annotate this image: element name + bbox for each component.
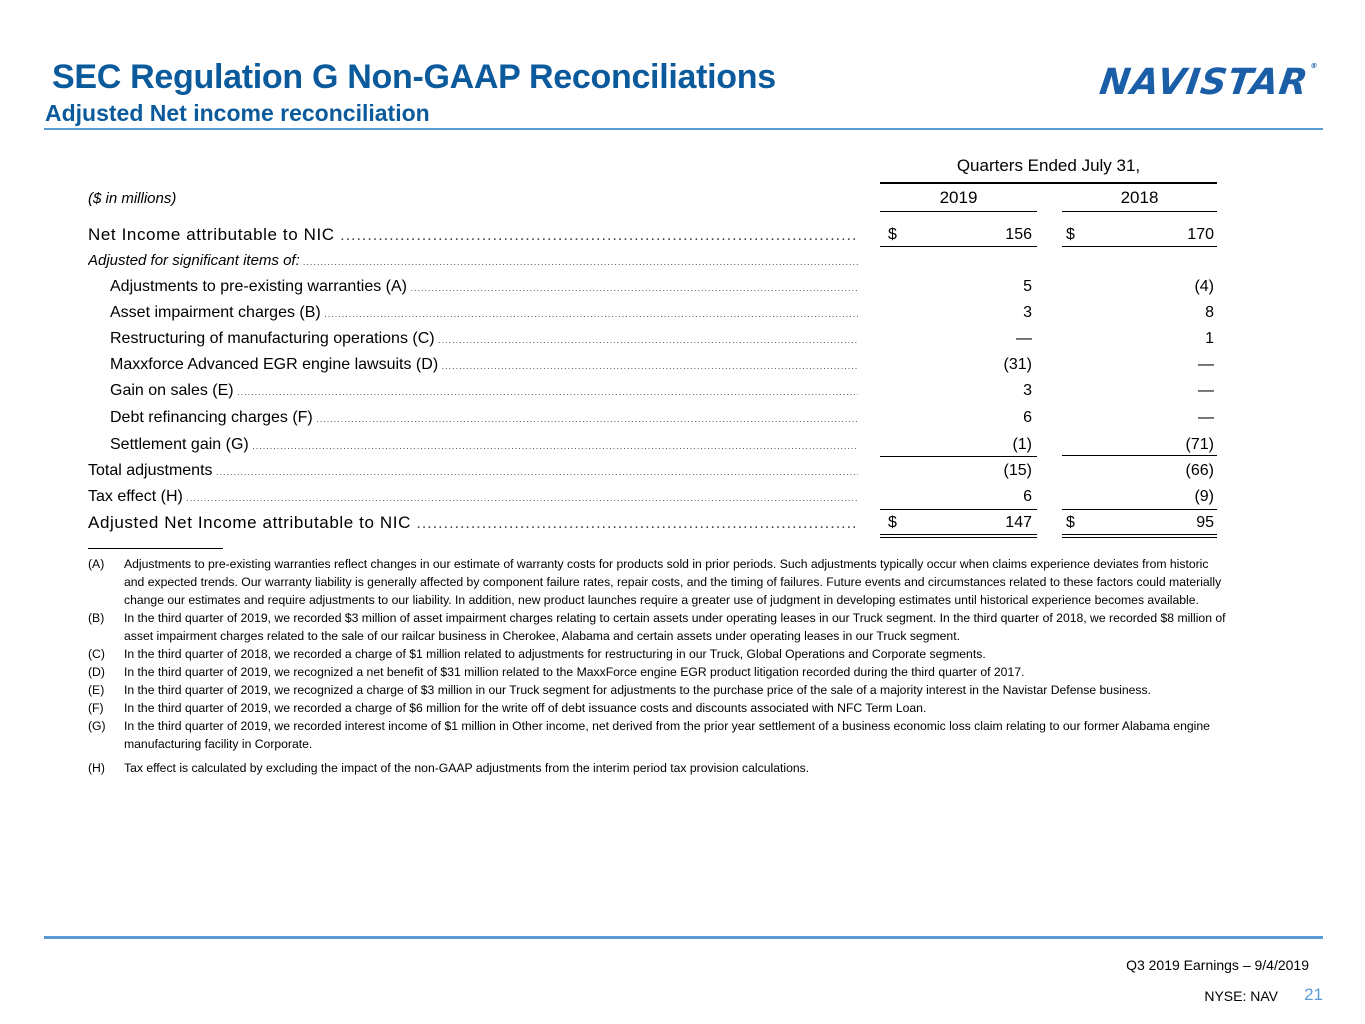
value-2019: — [1016,330,1032,347]
row-label: Restructuring of manufacturing operations (C) ..... [110,326,858,353]
footnote-text: In the third quarter of 2019, we recognized a net benefit of $31 million related to the MaxxForce engine EGR product litigation recorded during the third quarter of 2017. [124,665,1025,679]
page-subtitle: Adjusted Net income reconciliation [45,100,430,126]
value-2018: 95 [1196,514,1214,531]
page-title: SEC Regulation G Non-GAAP Reconciliations [52,58,776,96]
table-row [0,352,1365,378]
footer-event: Q3 2019 Earnings – 9/4/2019 [1126,957,1309,973]
table-row-tax-effect [0,484,1365,510]
value-2018: (4) [1194,278,1214,295]
table-row [0,326,1365,352]
table-row-net-income [0,222,1365,248]
row-label: Total adjustments ..... [88,458,858,485]
footnote [88,699,1228,717]
underline-2019 [880,456,1037,457]
row-label: Settlement gain (G) ..... [110,432,858,459]
footnote-text: In the third quarter of 2019, we recorded $3 million of asset impairment charges relating to certain assets under operating leases in our Truck segment. In the third quarter of 2018, we recorded $8 million of asset impairment charges related to the sale of our railcar business in Cherokee, Alabama and certain assets under operating leases in our Truck segment. [124,611,1226,643]
table-row [0,274,1365,300]
value-2018: — [1198,356,1214,373]
currency-symbol: $ [1066,226,1075,243]
double-underline-2018 [1062,534,1217,538]
footnote-key: (D) [88,665,105,679]
row-label: Tax effect (H) ..... [88,484,858,511]
row-label: Net Income attributable to NIC ..... [88,222,858,249]
currency-symbol: $ [1066,514,1075,531]
footnote [88,609,1228,645]
navistar-logo [1097,62,1319,103]
registered-mark: ® [1309,62,1319,70]
logo-text: NAVISTAR [1097,62,1311,103]
value-2018: — [1198,409,1214,426]
table-row [0,405,1365,431]
footnote [88,555,1228,609]
row-label: Adjusted for significant items of: ..... [88,248,858,275]
footnote-text: Tax effect is calculated by excluding the impact of the non-GAAP adjustments from the interim period tax provision calculations. [124,761,810,775]
row-label: Asset impairment charges (B) ..... [110,300,858,327]
value-2019: (15) [1003,462,1032,479]
footer-ticker: NYSE: NAV [1204,988,1278,1004]
value-2019: 5 [1023,278,1032,295]
footnote-text: Adjustments to pre-existing warranties reflect changes in our estimate of warranty costs for products sold in prior periods. Such adjustments typically occur when claims experience deviates from historic and expected trends. Our warranty liability is generally affected by component failure rates, repair costs, and the timing of failures. Future events and circumstances related to these factors could materially change our estimates and require adjustments to our liability. In addition, new product launches require a greater use of judgment in developing estimates until historical experience becomes available. [124,557,1222,607]
footnote-text: In the third quarter of 2019, we recorded interest income of $1 million in Other income, net derived from the prior year settlement of a business economic loss claim relating to our former Alabama engine manufacturing facility in Corporate. [124,719,1210,751]
year-2019-header: 2019 [880,188,1037,212]
footnote-text: In the third quarter of 2019, we recognized a charge of $3 million in our Truck segment for adjustments to the purchase price of the sale of a majority interest in the Navistar Defense business. [124,683,1151,697]
value-2019: 3 [1023,304,1032,321]
footnote [88,717,1228,753]
underline-2019 [880,246,1037,247]
value-2019: (31) [1003,356,1032,373]
value-2018: 8 [1205,304,1214,321]
footnote [88,663,1228,681]
table-row-total-adjustments [0,458,1365,484]
footnote-key: (A) [88,557,105,571]
footnote [88,759,1228,777]
table-row [0,300,1365,326]
footnotes [88,555,1228,777]
footnote-key: (C) [88,647,105,661]
row-label: Maxxforce Advanced EGR engine lawsuits (D) ..... [110,352,858,379]
footnote-key: (B) [88,611,105,625]
value-2019: 6 [1023,409,1032,426]
value-2018: — [1198,382,1214,399]
value-2019: 3 [1023,382,1032,399]
value-2018: 1 [1205,330,1214,347]
value-2018: (66) [1185,462,1214,479]
period-header: Quarters Ended July 31, [880,156,1217,184]
value-2019: (1) [1012,436,1032,453]
value-2019: 156 [1005,226,1032,243]
table-row [0,378,1365,404]
footnote-key: (F) [88,701,104,715]
units-label: ($ in millions) [88,190,177,207]
row-label: Gain on sales (E) ..... [110,378,858,405]
footnote [88,681,1228,699]
row-label: Adjustments to pre-existing warranties (A) ..... [110,274,858,301]
footnote [88,645,1228,663]
footnote-text: In the third quarter of 2019, we recorded a charge of $6 million for the write off of debt issuance costs and discounts associated with NFC Term Loan. [124,701,927,715]
year-2018-header: 2018 [1062,188,1217,212]
footer-divider [44,936,1323,939]
double-underline-2019 [880,534,1037,538]
currency-symbol: $ [888,226,897,243]
row-label: Debt refinancing charges (F) ..... [110,405,858,432]
underline-2018 [1062,246,1217,247]
page-number: 21 [1304,985,1323,1004]
footnote-key: (E) [88,683,105,697]
footnote-divider [88,548,223,549]
footnote-text: In the third quarter of 2018, we recorded a charge of $1 million related to adjustments for restructuring in our Truck, Global Operations and Corporate segments. [124,647,986,661]
currency-symbol: $ [888,514,897,531]
value-2019: 6 [1023,488,1032,505]
value-2018: (71) [1185,436,1214,453]
table-row-adjusted-for [0,248,1365,274]
row-label: Adjusted Net Income attributable to NIC ..... [88,510,858,537]
value-2019: 147 [1005,514,1032,531]
footnote-key: (H) [88,761,105,775]
header-divider [44,128,1323,130]
value-2018: (9) [1194,488,1214,505]
underline-2018 [1062,455,1217,456]
footnote-key: (G) [88,719,106,733]
table-row-adjusted-net-income [0,510,1365,536]
value-2018: 170 [1187,226,1214,243]
